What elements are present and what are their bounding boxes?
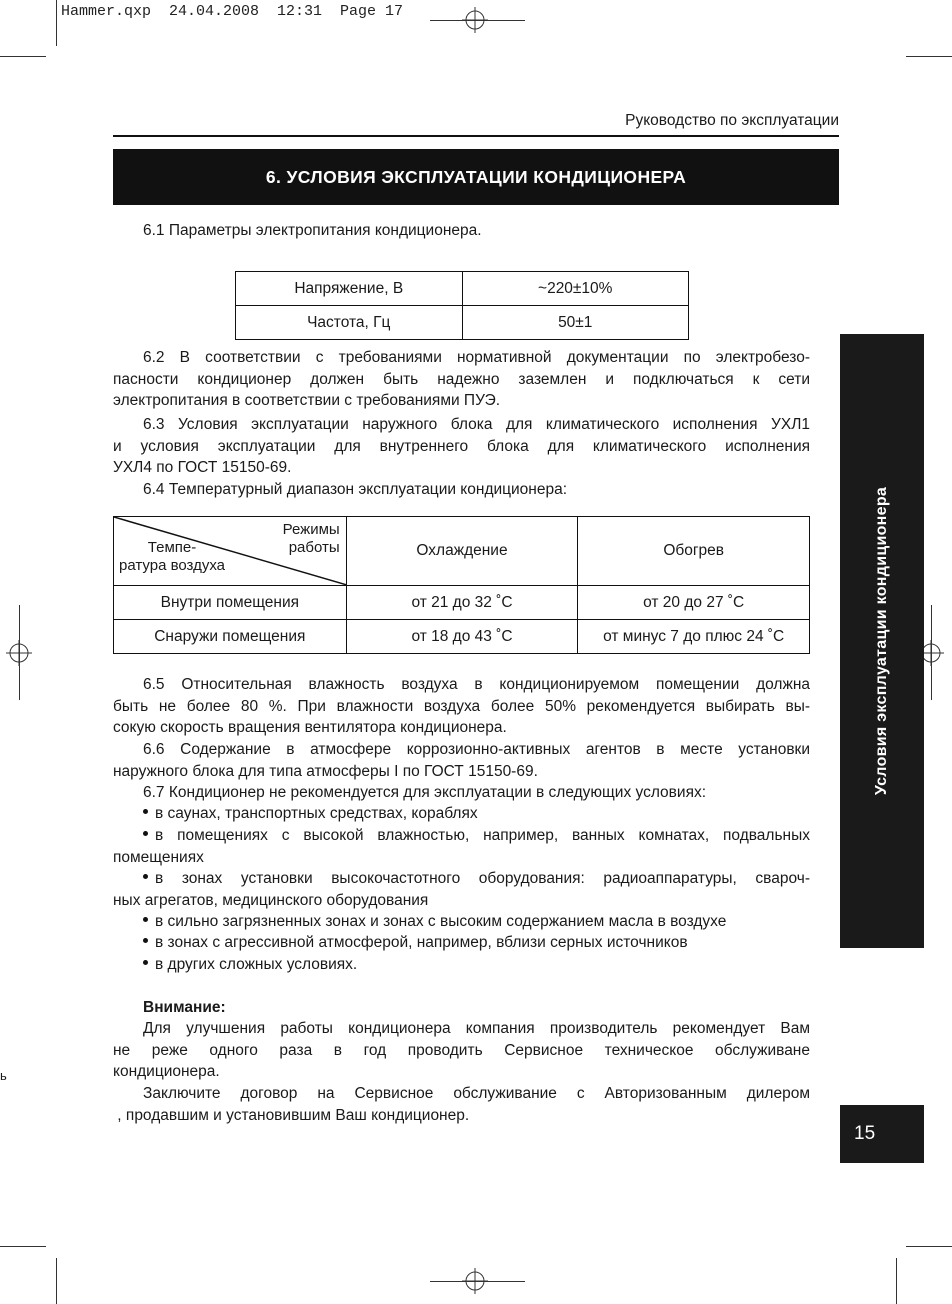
text-line: кондиционера. (113, 1063, 220, 1080)
bullet-item (113, 911, 810, 933)
table-row (236, 306, 689, 340)
corner-bottom-line1: Темпе- (147, 539, 197, 556)
table-cell: Напряжение, В (236, 272, 463, 306)
paragraph-6-3 (113, 414, 810, 479)
table-row (114, 586, 810, 620)
text-line: быть не более 80 %. При влажности воздуха более 50% рекомендуется выбирать вы- (113, 697, 810, 715)
corner-bottom-label (119, 539, 225, 575)
temperature-table (113, 516, 810, 654)
bullet-text: в сильно загрязненных зонах и зонах с высоким содержанием масла в воздухе (155, 913, 727, 930)
table-row (114, 620, 810, 654)
side-tab-label: Условия эксплуатации кондиционера (873, 486, 890, 796)
page-number: 15 (854, 1123, 876, 1144)
table-cell: от минус 7 до плюс 24 ˚С (578, 620, 810, 654)
paragraph-6-5 (113, 674, 810, 739)
text-line: наружного блока для типа атмосферы I по ГОСТ 15150-69. (113, 762, 538, 780)
bullet-text: в саунах, транспортных средствах, кораблях (155, 805, 478, 822)
crop-line (896, 1258, 897, 1304)
crop-line (906, 1246, 952, 1247)
power-table (235, 271, 689, 340)
print-slug: Hammer.qxp 24.04.2008 12:31 Page 17 (61, 3, 404, 20)
crop-line (0, 56, 46, 57)
bullet-text: в зонах с агрессивной атмосферой, например, вблизи серных источников (155, 934, 688, 951)
table-row (236, 272, 689, 306)
text-line: 6.4 Температурный диапазон эксплуатации кондиционера: (143, 481, 568, 498)
text-line: не реже одного раза в год проводить Сервисное техническое обслуживане (113, 1041, 810, 1059)
text-line: УХЛ4 по ГОСТ 15150-69. (113, 459, 292, 476)
paragraph-6-1 (113, 220, 810, 242)
column-header-cooling: Охлаждение (346, 517, 578, 586)
bullet-item (113, 825, 810, 868)
text-line: и условия эксплуатации для внутреннего блока для климатического исполнения (113, 437, 810, 455)
crop-line (430, 20, 525, 21)
bullet-icon (143, 874, 148, 879)
bullet-text: в зонах установки высокочастотного оборудования: радиоаппаратуры, свароч- (155, 870, 810, 887)
table-header-row (114, 517, 810, 586)
bullet-icon (143, 938, 148, 943)
bullet-text: в других сложных условиях. (155, 956, 358, 973)
bullet-icon (143, 809, 148, 814)
text-line: , продавшим и установившим Ваш кондиционер. (113, 1106, 470, 1124)
table-cell: Снаружи помещения (114, 620, 347, 654)
table-cell: Внутри помещения (114, 586, 347, 620)
crop-line (906, 56, 952, 57)
bullet-icon (143, 917, 148, 922)
corner-bottom-line2: ратура воздуха (119, 557, 226, 574)
text-line: 6.2 В соответствии с требованиями нормативной документации по электробезо- (143, 349, 810, 366)
attention-heading: Внимание: (143, 999, 226, 1016)
text-line: электропитания в соответствии с требованиями ПУЭ. (113, 392, 501, 409)
bullet-text: в помещениях с высокой влажностью, например, ванных комнатах, подвальных (155, 827, 810, 844)
corner-top-line1: Режимы (282, 521, 340, 538)
table-cell: ~220±10% (462, 272, 689, 306)
section-title-bar (113, 149, 839, 205)
bullet-text: помещениях (113, 848, 204, 866)
diagonal-header-cell (114, 517, 347, 586)
bullet-item (113, 803, 810, 825)
text-line: 6.7 Кондиционер не рекомендуется для эксплуатации в следующих условиях: (143, 784, 707, 801)
text-line: Для улучшения работы кондиционера компания производитель рекомендует Вам (143, 1020, 810, 1037)
crop-line (56, 1258, 57, 1304)
text-line: пасности кондиционер должен быть надежно заземлен и подключаться к сети (113, 370, 810, 388)
text-line: 6.1 Параметры электропитания кондиционера. (143, 222, 482, 239)
header-rule (113, 135, 839, 137)
paragraph-6-6 (113, 739, 810, 782)
section-title: 6. УСЛОВИЯ ЭКСПЛУАТАЦИИ КОНДИЦИОНЕРА (265, 166, 687, 187)
table-cell: 50±1 (462, 306, 689, 340)
running-header: Руководство по эксплуатации (625, 112, 839, 129)
crop-line (931, 605, 932, 700)
crop-line (19, 605, 20, 700)
crop-line (56, 0, 57, 46)
bullet-icon (143, 960, 148, 965)
paragraph-6-4 (113, 479, 810, 501)
table-cell: Частота, Гц (236, 306, 463, 340)
contract-paragraph (113, 1083, 810, 1126)
bullet-item (113, 932, 810, 954)
attention-paragraph (113, 1018, 810, 1083)
corner-top-label (283, 521, 340, 557)
table-cell: от 21 до 32 ˚С (346, 586, 578, 620)
column-header-heating: Обогрев (578, 517, 810, 586)
crop-line (430, 1281, 525, 1282)
attention-heading-block (113, 997, 810, 1019)
bullet-item (113, 954, 810, 976)
page-number-box (840, 1105, 924, 1163)
side-tab (840, 334, 924, 948)
text-line: 6.5 Относительная влажность воздуха в кондиционируемом помещении должна (143, 676, 810, 693)
table-cell: от 18 до 43 ˚С (346, 620, 578, 654)
text-line: Заключите договор на Сервисное обслуживание с Авторизованным дилером (143, 1085, 810, 1102)
bullet-item (113, 868, 810, 911)
paragraph-6-7 (113, 782, 810, 804)
bullet-text: ных агрегатов, медицинского оборудования (113, 891, 429, 909)
table-cell: от 20 до 27 ˚С (578, 586, 810, 620)
crop-line (0, 1246, 46, 1247)
text-line: сокую скорость вращения вентилятора кондиционера. (113, 719, 507, 736)
corner-top-line2: работы (288, 539, 340, 556)
margin-mark: ь (0, 1068, 7, 1083)
bullet-icon (143, 831, 148, 836)
text-line: 6.3 Условия эксплуатации наружного блока для климатического исполнения УХЛ1 (143, 416, 810, 433)
text-line: 6.6 Содержание в атмосфере коррозионно-активных агентов в месте установки (143, 741, 810, 758)
paragraph-6-2 (113, 347, 810, 412)
